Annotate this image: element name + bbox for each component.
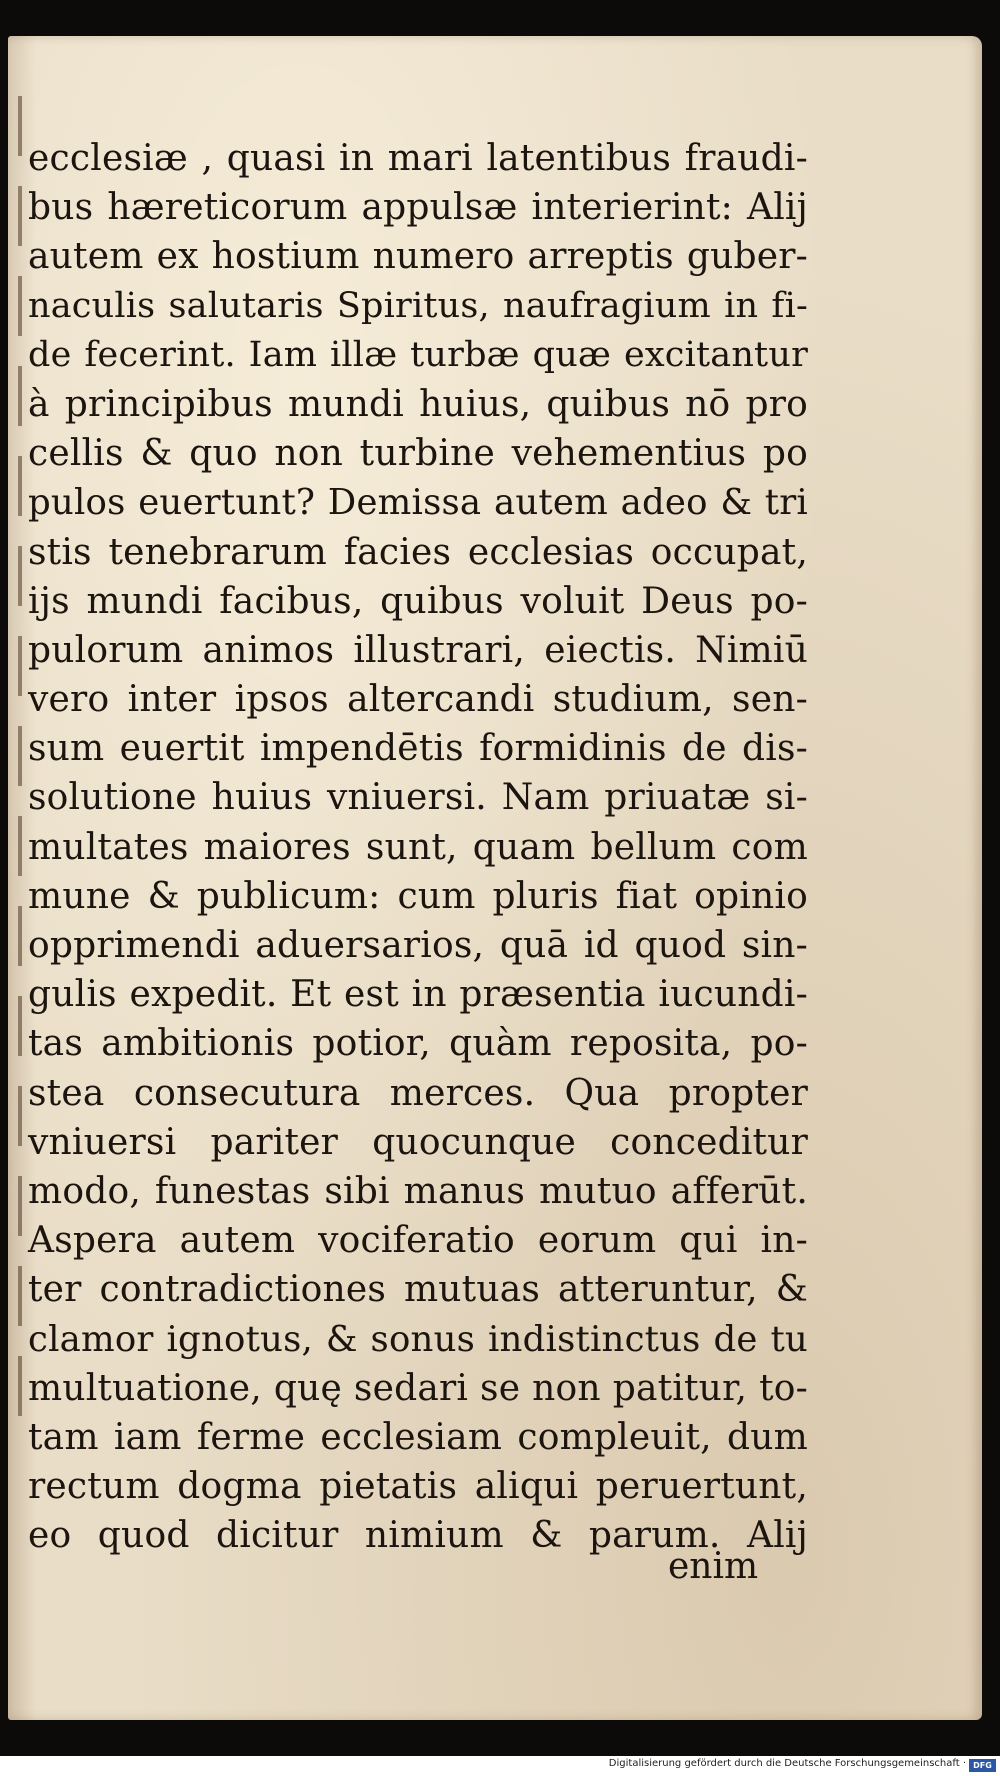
text-line: multuatione, quę sedari se non patitur, to- — [28, 1367, 808, 1409]
text-line: naculis salutaris Spiritus, naufragium in fi- — [28, 285, 808, 326]
text-line: clamor ignotus, & sonus indistinctus de tu — [28, 1318, 808, 1360]
text-line: modo, funestas sibi manus mutuo afferūt. — [28, 1170, 808, 1212]
text-line: pulos euertunt? Demissa autem adeo & tri — [28, 482, 808, 524]
text-line: à principibus mundi huius, quibus nō pro — [28, 383, 808, 425]
text-line: solutione huius vniuersi. Nam priuatæ si- — [28, 777, 808, 819]
text-line: ijs mundi facibus, quibus voluit Deus po- — [28, 580, 808, 622]
text-line: tas ambitionis potior, quàm reposita, po- — [28, 1023, 808, 1065]
text-line: opprimendi aduersarios, quā id quod sin- — [28, 925, 808, 966]
text-line: multates maiores sunt, quam bellum com — [28, 826, 808, 868]
funding-credit: Digitalisierung gefördert durch die Deutsche Forschungsgemeinschaft · — [608, 1758, 966, 1769]
catchword: enim — [668, 1546, 759, 1587]
text-line: ecclesiæ , quasi in mari latentibus fraudi- — [28, 138, 808, 179]
text-line: sum euertit impendētis formidinis de dis- — [28, 728, 808, 770]
text-line: de fecerint. Iam illæ turbæ quæ excitantur — [28, 334, 808, 375]
text-line: stea consecutura merces. Qua propter — [28, 1072, 808, 1114]
page-edge-marks — [18, 96, 22, 1436]
text-line: bus hæreticorum appulsæ interierint: Alij — [28, 187, 808, 229]
text-line: mune & publicum: cum pluris fiat opinio — [28, 875, 808, 917]
footer-bar — [0, 1756, 1000, 1776]
body-text — [28, 134, 808, 1560]
text-line: rectum dogma pietatis aliqui peruertunt, — [28, 1466, 808, 1508]
text-line: stis tenebrarum facies ecclesias occupat, — [28, 531, 808, 573]
text-line: gulis expedit. Et est in præsentia iucundi- — [28, 974, 808, 1016]
text-line: vero inter ipsos altercandi studium, sen- — [28, 679, 808, 721]
text-line: Aspera autem vociferatio eorum qui in- — [28, 1220, 808, 1262]
text-line: tam iam ferme ecclesiam compleuit, dum — [28, 1416, 808, 1458]
text-line: vniuersi pariter quocunque conceditur — [28, 1121, 808, 1163]
text-line: eo quod dicitur nimium & parum. Alij — [28, 1515, 808, 1557]
text-line: ter contradictiones mutuas atteruntur, & — [28, 1269, 808, 1311]
text-line: cellis & quo non turbine vehementius po — [28, 433, 808, 475]
text-line: pulorum animos illustrari, eiectis. Nimiū — [28, 629, 808, 671]
book-page — [8, 36, 982, 1720]
dfg-logo-icon: DFG — [969, 1759, 996, 1772]
text-line: autem ex hostium numero arreptis guber- — [28, 236, 808, 278]
